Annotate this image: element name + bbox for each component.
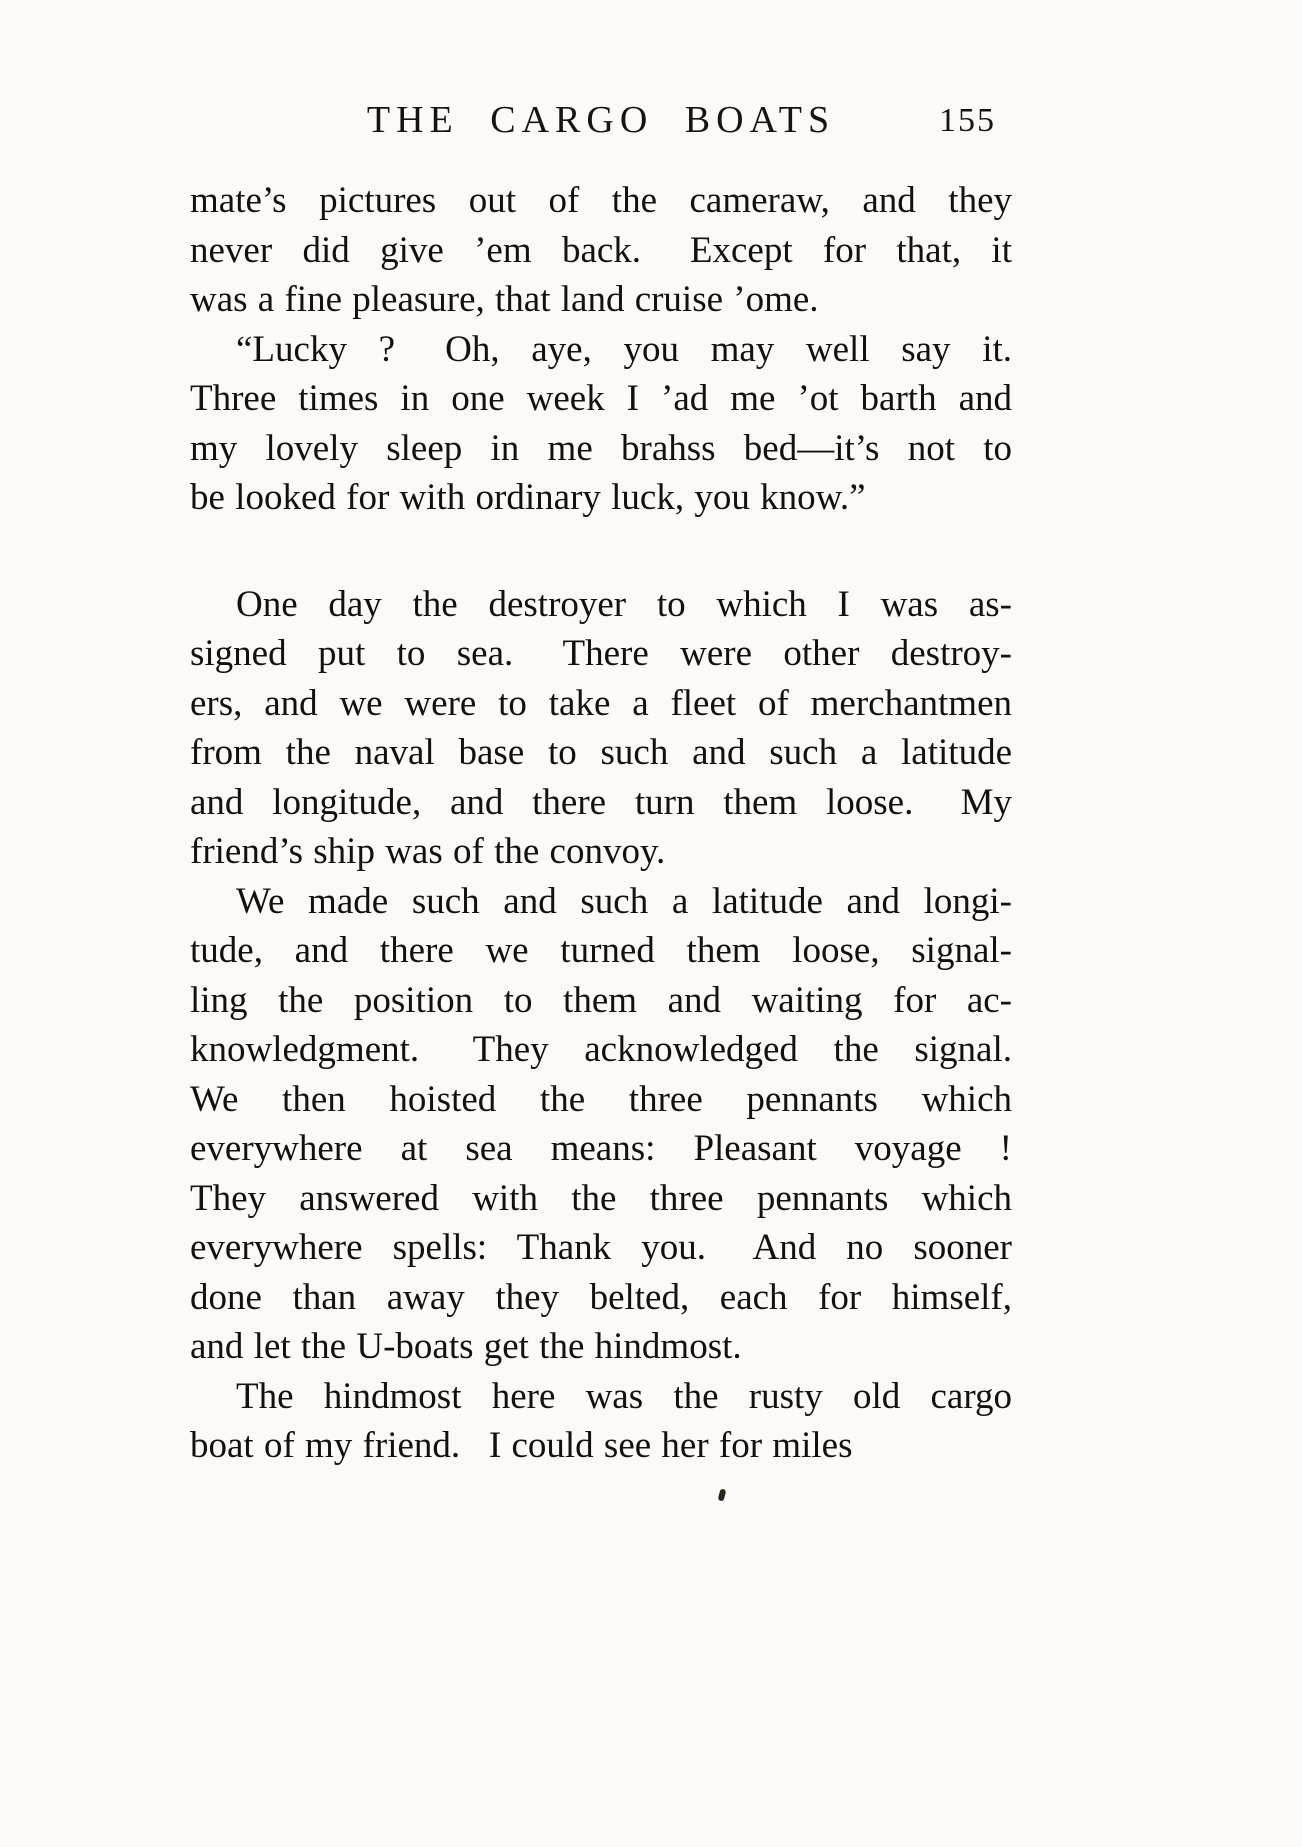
text-line: signed put to sea. There were other destroy-: [190, 633, 1012, 674]
text-line: “Lucky ? Oh, aye, you may well say it.: [236, 328, 1012, 370]
text-line: done than away they belted, each for himself,: [190, 1276, 1012, 1318]
text-line: We then hoisted the three pennants which: [190, 1078, 1012, 1120]
text-line: ers, and we were to take a fleet of merchantmen: [190, 682, 1012, 724]
paragraph: [190, 1372, 1012, 1471]
paragraph: [190, 176, 1012, 325]
text-line: friend’s ship was of the convoy.: [190, 831, 666, 872]
text-line: ling the position to them and waiting for ac-: [190, 979, 1012, 1021]
text-line: We made such and such a latitude and longi-: [236, 880, 1012, 922]
paragraph: [190, 877, 1012, 1372]
paragraph: [190, 580, 1012, 877]
text-block: [190, 176, 1012, 1471]
text-line: One day the destroyer to which I was as-: [236, 583, 1012, 625]
paragraph: [190, 325, 1012, 523]
text-line: Three times in one week I ’ad me ’ot barth and: [190, 378, 1012, 419]
page-title: THE CARGO BOATS: [366, 99, 836, 141]
text-line: knowledgment. They acknowledged the signal.: [190, 1029, 1012, 1070]
text-line: boat of my friend. I could see her for miles: [190, 1425, 853, 1466]
page-header: [190, 98, 1012, 150]
text-line: my lovely sleep in me brahss bed—it’s not to: [190, 427, 1012, 469]
text-line: mate’s pictures out of the cameraw, and they: [190, 180, 1012, 221]
text-line: never did give ’em back. Except for that, it: [190, 229, 1012, 271]
page-number: 155: [939, 102, 996, 139]
scan-speck: [718, 1488, 727, 1501]
text-line: and let the U-boats get the hindmost.: [190, 1326, 742, 1367]
text-line: be looked for with ordinary luck, you know.”: [190, 477, 866, 518]
text-line: from the naval base to such and such a latitude: [190, 732, 1012, 773]
text-line: was a fine pleasure, that land cruise ’ome.: [190, 279, 819, 320]
text-line: and longitude, and there turn them loose. My: [190, 781, 1012, 823]
text-line: The hindmost here was the rusty old cargo: [236, 1375, 1012, 1417]
text-line: everywhere spells: Thank you. And no sooner: [190, 1227, 1012, 1268]
text-line: everywhere at sea means: Pleasant voyage !: [190, 1128, 1012, 1169]
text-line: tude, and there we turned them loose, signal-: [190, 930, 1012, 971]
text-line: They answered with the three pennants which: [190, 1177, 1012, 1219]
